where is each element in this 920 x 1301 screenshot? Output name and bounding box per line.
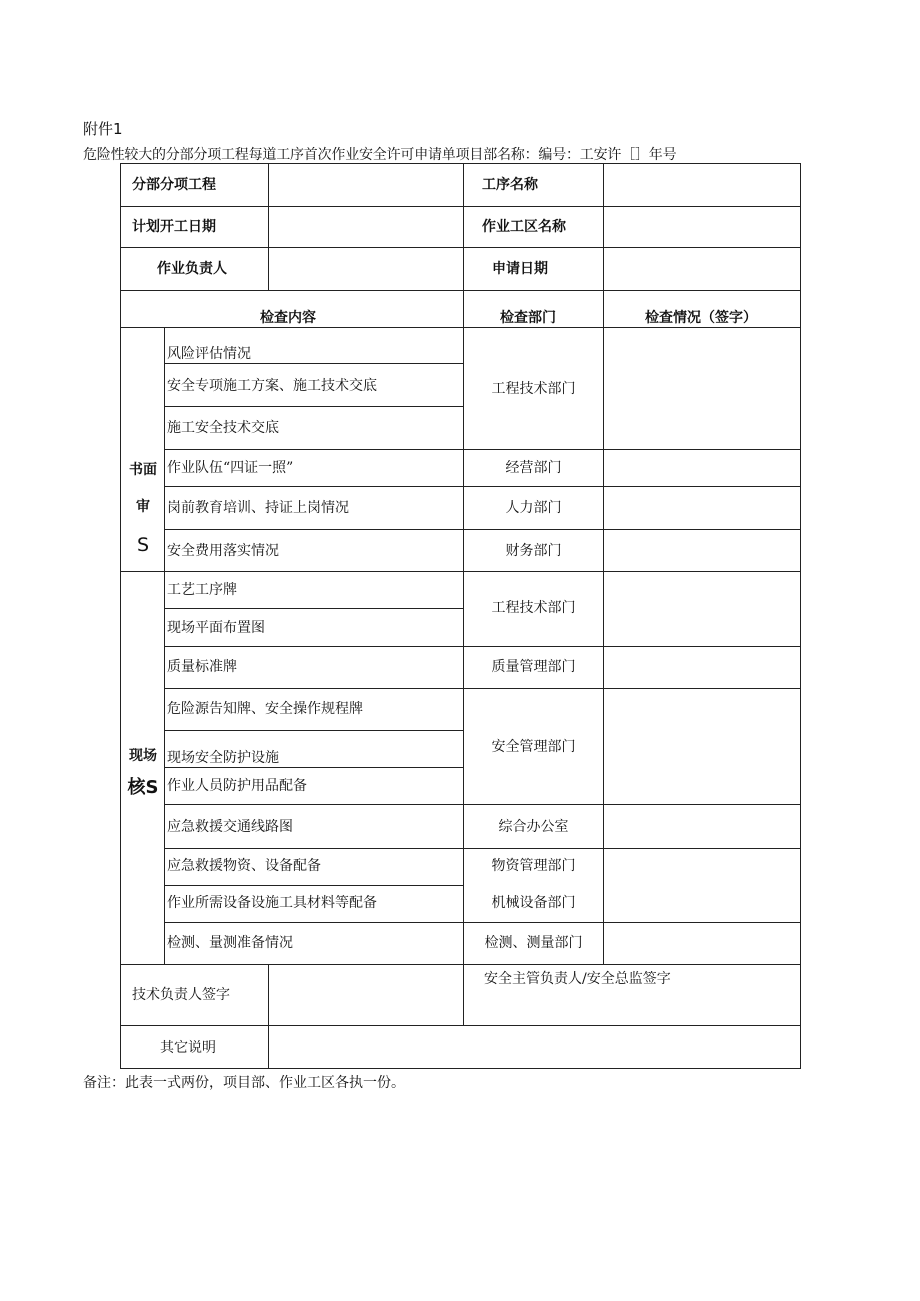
safety-sign-label: 安全主管负责人/安全总监签字 xyxy=(484,971,671,987)
check-item: 作业人员防护用品配备 xyxy=(167,778,307,794)
section-written-label: 书面 xyxy=(129,462,157,478)
check-item: 应急救援物资、设备配备 xyxy=(167,858,321,874)
check-item: 现场安全防护设施 xyxy=(167,750,279,766)
column-header-department: 检查部门 xyxy=(500,310,556,326)
department-cell: 安全管理部门 xyxy=(491,739,576,755)
work-leader-label: 作业负责人 xyxy=(157,261,227,277)
section-written-label-line2: 审 xyxy=(136,499,150,515)
check-item: 风险评估情况 xyxy=(167,346,251,362)
column-header-status: 检查情况（签字） xyxy=(645,310,757,326)
check-item: 施工安全技术交底 xyxy=(167,420,279,436)
tech-leader-sign-label: 技术负责人签字 xyxy=(132,987,230,1003)
check-item: 危险源告知牌、安全操作规程牌 xyxy=(167,701,363,717)
planned-start-label: 计划开工日期 xyxy=(132,219,216,235)
column-header-content: 检查内容 xyxy=(260,310,316,326)
check-item: 应急救援交通线路图 xyxy=(167,819,293,835)
check-item: 工艺工序牌 xyxy=(167,582,237,598)
work-area-label: 作业工区名称 xyxy=(482,219,566,235)
department-cell: 综合办公室 xyxy=(498,819,569,835)
department-cell: 工程技术部门 xyxy=(491,600,576,616)
sub-project-label: 分部分项工程 xyxy=(132,177,216,193)
department-cell: 人力部门 xyxy=(505,500,562,516)
remark-note: 备注：此表一式两份，项目部、作业工区各执一份。 xyxy=(83,1075,405,1091)
check-item: 岗前教育培训、持证上岗情况 xyxy=(167,500,349,516)
department-cell: 经营部门 xyxy=(505,460,562,476)
check-item: 安全专项施工方案、施工技术交底 xyxy=(167,378,377,394)
department-cell: 财务部门 xyxy=(505,543,562,559)
check-item: 作业队伍“四证一照” xyxy=(167,460,294,476)
department-cell: 质量管理部门 xyxy=(491,659,576,675)
section-site-label-line2: 核S xyxy=(127,777,159,798)
check-item: 现场平面布置图 xyxy=(167,620,265,636)
check-item: 质量标准牌 xyxy=(167,659,237,675)
department-cell: 工程技术部门 xyxy=(491,381,576,397)
check-item: 作业所需设备设施工具材料等配备 xyxy=(167,895,377,911)
attachment-label: 附件1 xyxy=(83,120,123,138)
department-cell: 检测、测量部门 xyxy=(484,935,583,951)
other-notes-label: 其它说明 xyxy=(160,1040,216,1056)
check-item: 安全费用落实情况 xyxy=(167,543,279,559)
department-cell: 物资管理部门 xyxy=(491,858,576,874)
process-name-label: 工序名称 xyxy=(482,177,538,193)
check-item: 检测、量测准备情况 xyxy=(167,935,293,951)
form-title: 危险性较大的分部分项工程每道工序首次作业安全许可申请单项目部名称：编号：工安许［］年号 xyxy=(83,147,677,163)
section-site-label: 现场 xyxy=(129,748,157,764)
department-cell: 机械设备部门 xyxy=(491,895,576,911)
section-written-label-line3: S xyxy=(136,534,150,556)
apply-date-label: 申请日期 xyxy=(492,261,548,277)
